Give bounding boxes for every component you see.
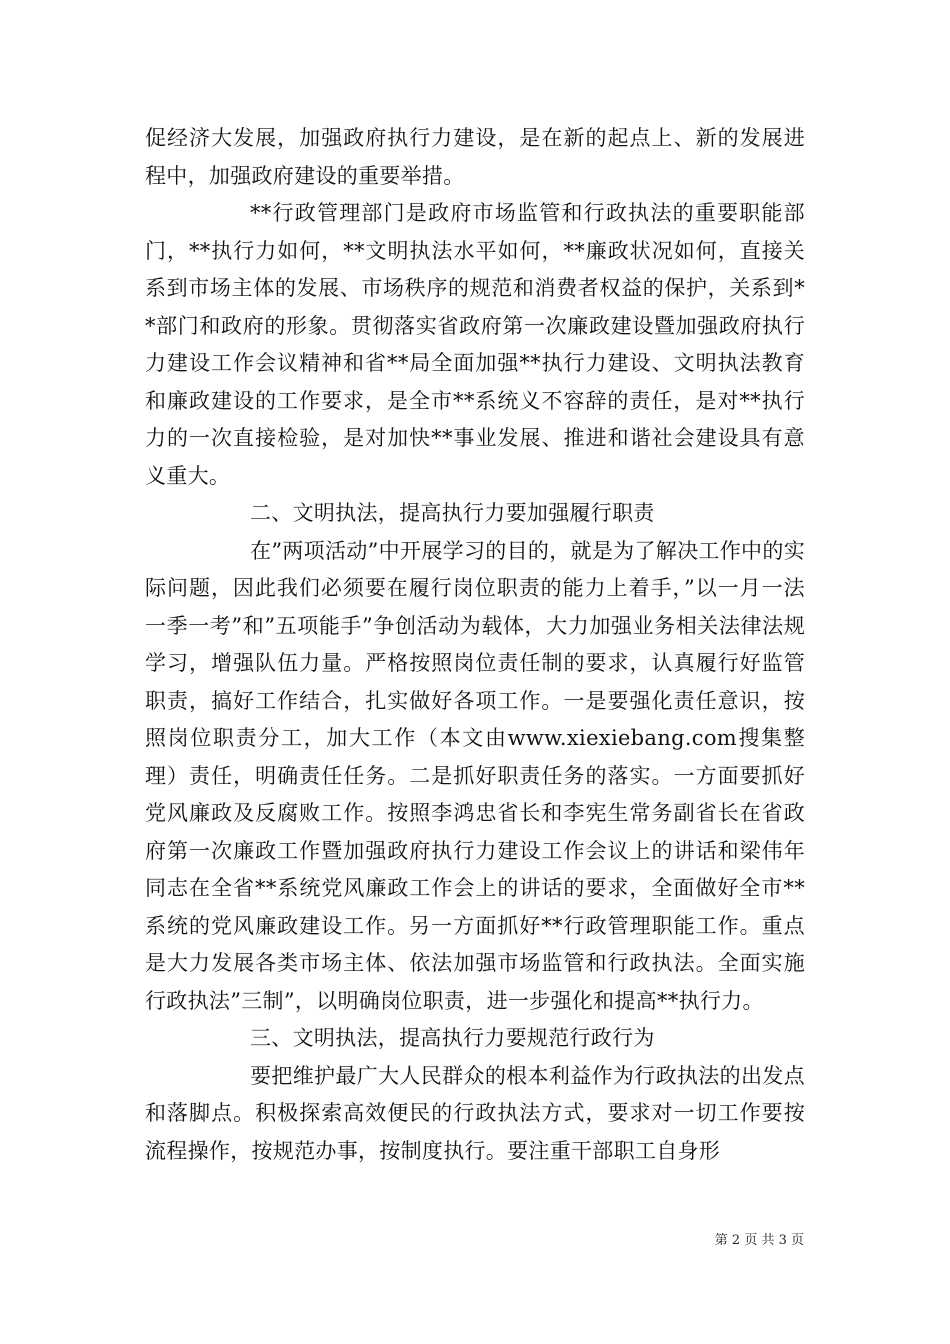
page-number: 第 2 页 共 3 页: [714, 1233, 804, 1248]
page-footer: [0, 1232, 950, 1250]
paragraph-regulate-behavior: 要把维护最广大人民群众的根本利益作为行政执法的出发点和落脚点。积极探索高效便民的行政执法方式，要求对一切工作要按流程操作，按规范办事，按制度执行。要注重干部职工自身形: [145, 1063, 805, 1163]
section-heading-2: 二、文明执法，提高执行力要加强履行职责: [250, 501, 655, 525]
paragraph-admin-department: **行政管理部门是政府市场监管和行政执法的重要职能部门，**执行力如何，**文明执法水平如何，**廉政状况如何，直接关系到市场主体的发展、市场秩序的规范和消费者权益的保护，关系到**部门和政府的形象。贯彻落实省政府第一次廉政建设暨加强政府执行力建设工作会议精神和省**局全面加强**执行力建设、文明执法教育和廉政建设的工作要求，是全市**系统义不容辞的责任，是对**执行力的一次直接检验，是对加快**事业发展、推进和谐社会建设具有意义重大。: [145, 201, 805, 488]
paragraph-duties: 在”两项活动”中开展学习的目的，就是为了解决工作中的实际问题，因此我们必须要在履行岗位职责的能力上着手，”以一月一法一季一考”和”五项能手”争创活动为载体，大力加强业务相关法律法规学习，增强队伍力量。严格按照岗位责任制的要求，认真履行好监管职责，搞好工作结合，扎实做好各项工作。一是要强化责任意识，按照岗位职责分工，加大工作（本文由www.xiexiebang.com搜集整理）责任，明确责任任务。二是抓好职责任务的落实。一方面要抓好党风廉政及反腐败工作。按照李鸿忠省长和李宪生常务副省长在省政府第一次廉政工作暨加强政府执行力建设工作会议上的讲话和梁伟年同志在全省**系统党风廉政工作会上的讲话的要求，全面做好全市**系统的党风廉政建设工作。另一方面抓好**行政管理职能工作。重点是大力发展各类市场主体、依法加强市场监管和行政执法。全面实施行政执法”三制”，以明确岗位职责，进一步强化和提高**执行力。: [145, 538, 805, 1013]
document-body: [145, 120, 805, 1170]
section-heading-3: 三、文明执法，提高执行力要规范行政行为: [250, 1026, 655, 1050]
paragraph-continuation: 促经济大发展，加强政府执行力建设，是在新的起点上、新的发展进程中，加强政府建设的重要举措。: [145, 126, 805, 188]
